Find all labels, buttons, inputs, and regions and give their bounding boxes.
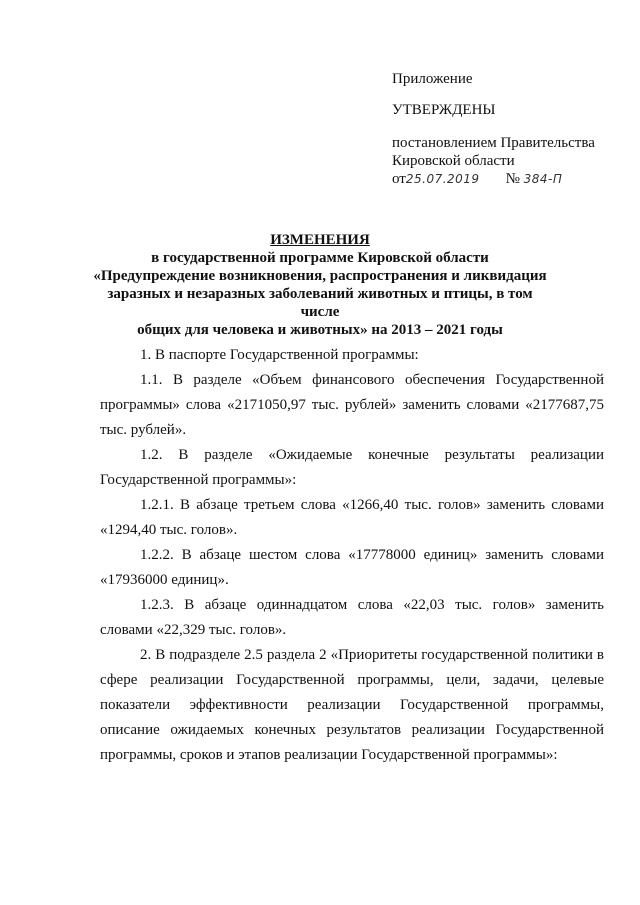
handwritten-date: 25.07.2019: [405, 172, 480, 186]
paragraph-1-2-3: 1.2.3. В абзаце одиннадцатом слова «22,03 тыс. голов» заменить словами «22,329 тыс. голов».: [100, 597, 604, 638]
date-number-line: [392, 170, 632, 188]
paragraph-2: 2. В подразделе 2.5 раздела 2 «Приоритеты государственной политики в сфере реализации Государственной программы, цели, задачи, целевые показатели эффективности реализации Государственной программы, описание ожидаемых конечных результатов реализации Государственной программы, сроков и этапов реализации Государственной программы»:: [100, 647, 604, 763]
decree-line-1: постановлением Правительства: [392, 135, 595, 151]
handwritten-number: 384-П: [523, 172, 563, 186]
document-body: [100, 343, 604, 768]
appendix-label: Приложение: [392, 71, 473, 87]
paragraph-1-2: 1.2. В разделе «Ожидаемые конечные результаты реализации Государственной программы»:: [100, 447, 604, 488]
approval-block: [392, 70, 632, 188]
paragraph-1-2-2: 1.2.2. В абзаце шестом слова «17778000 единиц» заменить словами «17936000 единиц».: [100, 547, 604, 588]
paragraph-1-2-1: 1.2.1. В абзаце третьем слова «1266,40 тыс. голов» заменить словами «1294,40 тыс. голов».: [100, 497, 604, 538]
approved-label: УТВЕРЖДЕНЫ: [392, 102, 496, 118]
document-title: [90, 231, 550, 339]
number-prefix: №: [505, 171, 520, 187]
paragraph-1: 1. В паспорте Государственной программы:: [140, 347, 419, 363]
title-line-4: общих для человека и животных» на 2013 – 2021 годы: [137, 322, 503, 338]
paragraph-1-1: 1.1. В разделе «Объем финансового обеспечения Государственной программы» слова «2171050,97 тыс. рублей» заменить словами «2177687,75 тыс. рублей».: [100, 372, 604, 438]
title-heading: ИЗМЕНЕНИЯ: [270, 232, 370, 248]
title-line-2: «Предупреждение возникновения, распространения и ликвидация: [93, 268, 547, 284]
decree-line-2: Кировской области: [392, 153, 515, 169]
title-line-1: в государственной программе Кировской области: [151, 250, 489, 266]
date-prefix: от: [392, 171, 406, 187]
title-line-3: заразных и незаразных заболеваний животных и птицы, в том числе: [107, 286, 533, 320]
